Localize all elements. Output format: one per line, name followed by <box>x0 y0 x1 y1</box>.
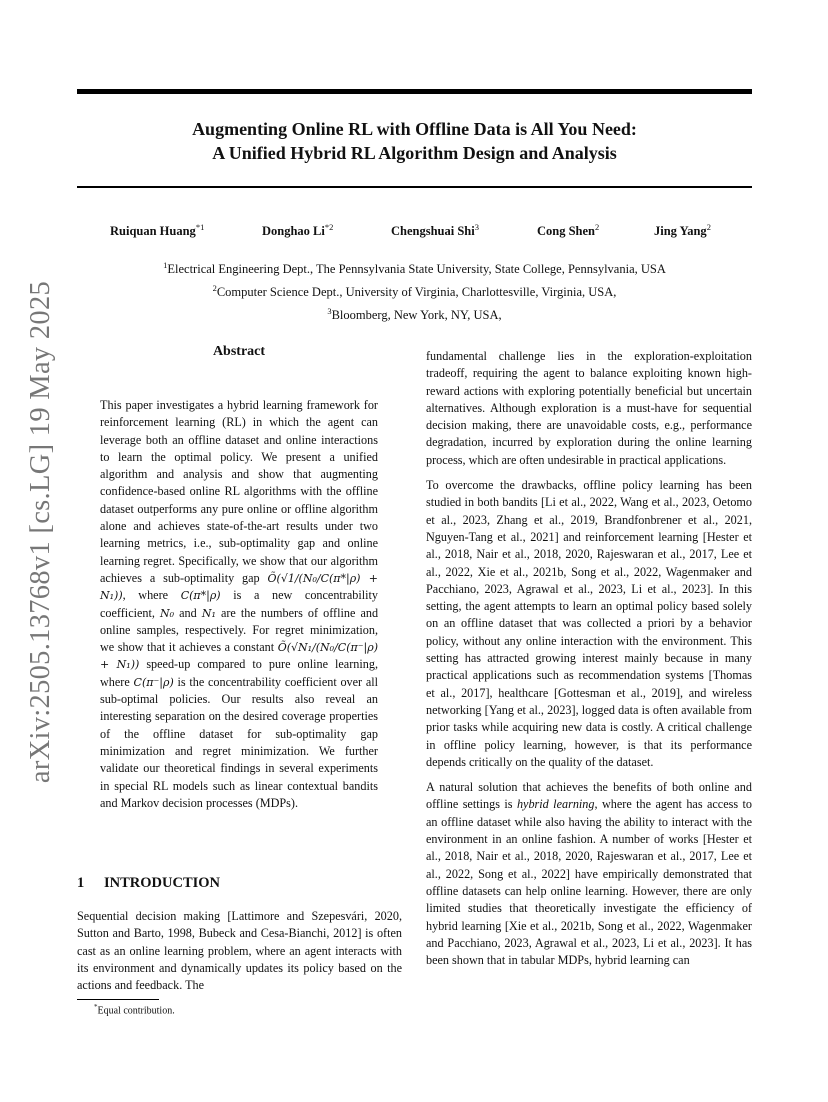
right-paragraph-2: To overcome the drawbacks, offline policy learning has been studied in both bandits [Li et al., 2022, Wang et al., 2023, Oetomo et al., 2023, Zhang et al., 2019, Brandfonbrener et al., 2021, Nguyen-Tang et al., 2021] and reinforcement learning [Hester et al., 2018, Nair et al., 2018, 2020, Rajeswaran et al., 2017, Lee et al., 2022, Xie et al., 2021b, Song et al., 2022, Wagenmaker and Pacchiano, 2023, Agrawal et al., 2023, Li et al., 2023]. In this setting, the agent attempts to learn an optimal policy based solely on an offline dataset that was collected a priori by a behavior policy, without any online interaction with the environment. This setting has attracted growing interest mainly because in many practical applications such as recommendation systems [Thomas et al., 2017], healthcare [Gottesman et al., 2019], and wireless networking [Yang et al., 2023], logged data is often available from prior tasks while acquiring new data is costly. A critical challenge in offline policy learning, however, is that its performance depends critically on the quality of the dataset. <box>426 478 752 769</box>
title-line-1: Augmenting Online RL with Offline Data is All You Need: <box>192 119 637 139</box>
math-coef-minus: C(π⁻|ρ) <box>133 675 174 689</box>
author-3: Chengshuai Shi$^3$ <box>391 222 479 239</box>
right-paragraph-1: fundamental challenge lies in the exploration-exploitation tradeoff, requiring the agent to balance exploiting known high-reward actions with exploring potentially beneficial but uncertain alternatives. Although exploration is a must-have for sequential decision making, there are unavoidable costs, e.g., performance degradation, incurred by exploration during the online learning process, which are often undesirable in practical applications. <box>426 349 752 467</box>
affiliation-3: $^3$Bloomberg, New York, NY, USA, <box>327 306 502 323</box>
abstract-text: This paper investigates a hybrid learning framework for reinforcement learning (RL) in which the agent can leverage both an offline dataset and online interactions to learn the optimal policy. We present a unified algorithm and analysis and show that augmenting confidence-based online RL algorithms with the offline dataset outperforms any pure online or offline algorithm alone and achieves state-of-the-art results under two learning metrics, i.e., sub-optimality gap and online learning regret. Specifically, we show that our algorithm achieves a sub-optimality gap Õ(√1/(N₀/C(π*|ρ) + N₁)), where C(π*|ρ) is a new concentrability coefficient, N₀ and N₁ are the numbers of offline and online samples, respectively. For regret minimization, we show that it achieves a constant Õ(√N₁/(N₀/C(π⁻|ρ) + N₁)) speed-up compared to pure online learning, where C(π⁻|ρ) is the concentrability coefficient over all sub-optimal policies. Our results also reveal an interesting separation on the desired coverage properties of the offline dataset for sub-optimality gap minimization and regret minimization. We further validate our theoretical findings in several experiments in special RL models such as linear contextual bandits and Markov decision processes (MDPs). <box>100 398 379 810</box>
right-paragraph-3: A natural solution that achieves the benefits of both online and offline settings is hybrid learning, where the agent has access to an offline dataset while also having the ability to interact with the environment in an online fashion. A number of works [Hester et al., 2018, Nair et al., 2018, 2020, Rajeswaran et al., 2017, Lee et al., 2022, Song et al., 2022] have empirically demonstrated that offline datasets can help online learning. However, there are only limited studies that theoretically investigate the efficiency of hybrid learning [Xie et al., 2021b, Song et al., 2022, Wagenmaker and Pacchiano, 2023, Agrawal et al., 2023, Li et al., 2023]. It has been shown that in tabular MDPs, hybrid learning can <box>426 780 753 968</box>
section-heading-introduction: 1 INTRODUCTION <box>77 875 221 891</box>
author-5: Jing Yang$^2$ <box>654 222 711 239</box>
author-2: Donghao Li$^{*2}$ <box>262 222 334 239</box>
math-n0: N₀ <box>160 606 175 620</box>
affiliations <box>77 256 752 325</box>
math-subopt-gap: Õ(√1/(N₀/C(π*|ρ) + N₁)) <box>100 571 379 603</box>
footnote: *Equal contribution. <box>94 1003 175 1017</box>
math-n1: N₁ <box>201 606 216 620</box>
abstract-heading: Abstract <box>212 344 266 359</box>
math-coef-star: C(π*|ρ) <box>180 589 221 603</box>
arxiv-side-label: arXiv:2505.13768v1 [cs.LG] 19 May 2025 <box>25 280 56 784</box>
affiliation-1: $^1$Electrical Engineering Dept., The Pennsylvania State University, State College, Pennsylvania, USA <box>163 260 666 277</box>
title-bottom-rule <box>77 186 752 188</box>
intro-left-paragraph: Sequential decision making [Lattimore and Szepesvári, 2020, Sutton and Barto, 1998, Bubeck and Cesa-Bianchi, 2012] is often cast as an online learning problem, where an agent interacts with its environment and dynamically updates its policy based on the actions and feedback. The <box>77 909 402 993</box>
footnote-rule <box>77 999 159 1000</box>
math-speedup: Õ(√N₁/(N₀/C(π⁻|ρ) + N₁)) <box>100 641 378 672</box>
title-line-2: A Unified Hybrid RL Algorithm Design and Analysis <box>212 143 617 163</box>
right-column <box>426 348 752 977</box>
paper-title <box>77 117 752 165</box>
title-top-rule <box>77 89 752 94</box>
affiliation-2: $^2$Computer Science Dept., University of Virginia, Charlottesville, Virginia, USA, <box>212 283 617 300</box>
hybrid-learning-emphasis: hybrid learning <box>516 797 595 812</box>
author-1: Ruiquan Huang$^{*1}$ <box>110 222 205 239</box>
author-4: Cong Shen$^2$ <box>537 222 600 239</box>
